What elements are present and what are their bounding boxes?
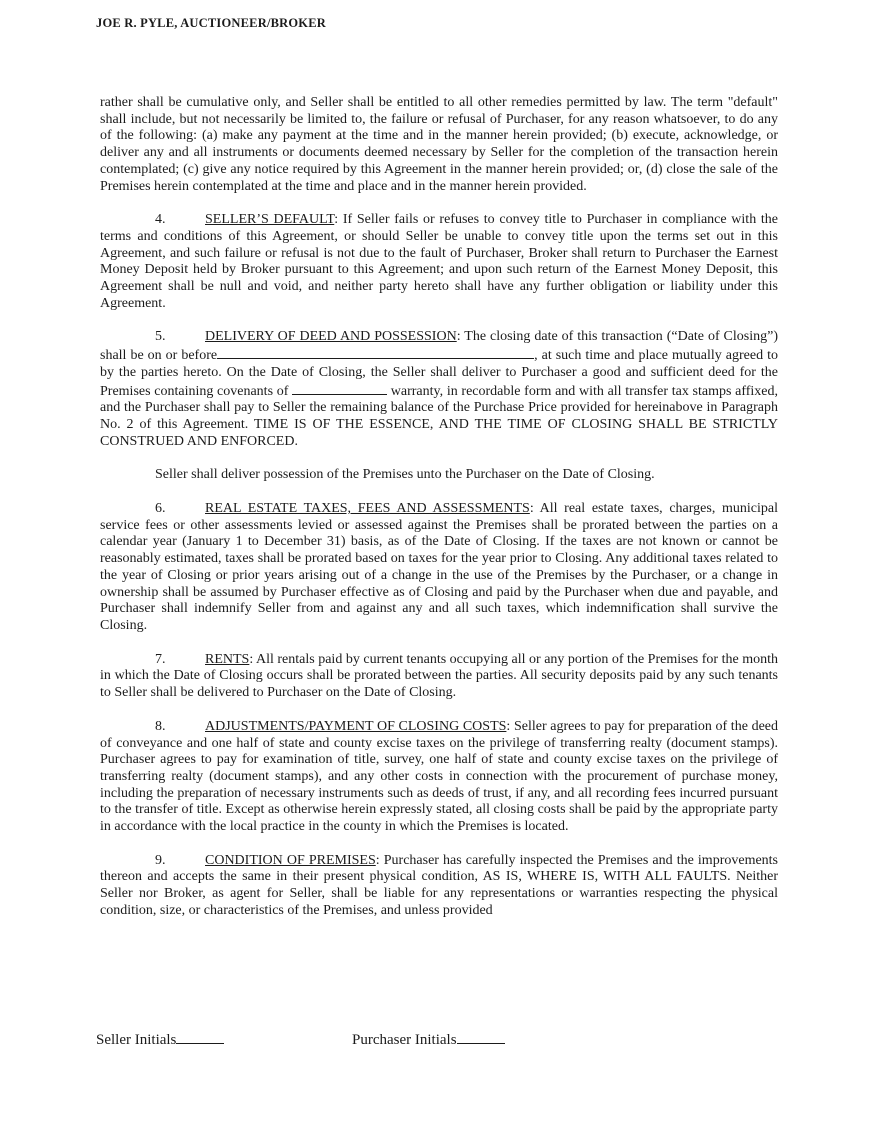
section-heading: SELLER’S DEFAULT [205,212,335,228]
paragraph-text: : All real estate taxes, charges, municipal service fees or other assessments levied or assessed against the Premises shall be prorated between the parties on a calendar year (January 1 to December 31) basis, as of the Date of Closing. If the taxes are not known or cannot be reasonably estimated, taxes shall be prorated based on taxes for the year prior to Closing. Any additional taxes related to the year of Closing or prior years arising out of a change in the use of the Premises by the Purchaser, or a change in ownership shall be assumed by Purchaser effective as of Closing and paid by the Purchaser when due and payable, and Purchaser shall indemnify Seller from and against any and all such taxes, which indemnification shall survive the Closing. [100,501,778,633]
paragraph-text: : The closing date of this transaction (“Date of Closing”) shall be on or before [100,329,778,364]
paragraph-text: : Purchaser has carefully inspected the Premises and the improvements thereon and accepts the same in their present physical condition, AS IS, WHERE IS, WITH ALL FAULTS. Neither Seller nor Broker, as agent for Seller, shall be liable for any representations or warranties respecting the physical condition, size, or characteristics of the Premises, and unless provided [100,852,779,918]
purchaser-initials-label: Purchaser Initials [352,1032,457,1048]
paragraph-number: 6. [155,501,166,517]
paragraph-7-rents [100,652,778,702]
paragraph-text: , at such time and place mutually agreed to by the parties hereto. On the Date of Closing, the Seller shall deliver to Purchaser a good and sufficient deed for the Premises containing covenants of [100,348,778,399]
paragraph-8-adjustments-closing-costs [100,719,778,836]
paragraph-number: 9. [155,852,166,868]
section-heading: CONDITION OF PREMISES [205,852,376,868]
seller-initials-blank [176,1030,224,1044]
paragraph-9-condition-of-premises [100,853,778,920]
section-heading: DELIVERY OF DEED AND POSSESSION [205,329,457,345]
fill-in-blank [217,346,534,359]
paragraph-text: : If Seller fails or refuses to convey title to Purchaser in compliance with the terms and conditions of this Agreement, or should Seller be unable to convey title upon the terms set out in this Agreement, and such failure or refusal is not due to the fault of Purchaser, Broker shall return to Purchaser the Earnest Money Deposit held by Broker pursuant to this Agreement; and upon such return of the Earnest Money Deposit, this Agreement shall be null and void, and neither party hereto shall have any further obligation or liability under this Agreement. [100,212,779,311]
seller-initials-line [96,1030,224,1049]
paragraph-text: : Seller agrees to pay for preparation of the deed of conveyance and one half of state and county excise taxes on the privilege of transferring realty (document stamps). Purchaser agrees to pay for examination of title, survey, one half of state and county excise taxes on the privilege of transferring realty (document stamps), and any other costs in connection with the procurement of purchase money, including the preparation of necessary instruments such as deeds of trust, if any, and all recording fees incurred pursuant to the transfer of title. Except as otherwise herein expressly stated, all closing costs shall be paid by the appropriate party in accordance with the local practice in the county in which the Premises is located. [100,718,778,835]
paragraph-text: warranty, in recordable form and with all transfer tax stamps affixed, and the Purchaser shall pay to Seller the remaining balance of the Purchase Price provided for hereinabove in Paragraph No. 2 of this Agreement. TIME IS OF THE ESSENCE, AND THE TIME OF CLOSING SHALL BE STRICTLY CONSTRUED AND ENFORCED. [100,383,778,449]
paragraph-number: 5. [155,329,166,345]
paragraph-6-real-estate-taxes [100,501,778,635]
document-header-broker-name: JOE R. PYLE, AUCTIONEER/BROKER [96,16,326,30]
purchaser-initials-blank [457,1030,505,1044]
fill-in-blank [292,382,387,395]
document-body [100,95,778,937]
paragraph-4-sellers-default [100,212,778,312]
paragraph-text: rather shall be cumulative only, and Seller shall be entitled to all other remedies permitted by law. The term "default" shall include, but not necessarily be limited to, the failure or refusal of Purchaser, for any reason whatsoever, to do any of the following: (a) make any payment at the time and in the manner herein provided; (b) execute, acknowledge, or deliver any and all instruments or documents deemed necessary by Seller for the completion of the transaction herein contemplated; (c) give any notice required by this Agreement in the manner herein provided; or, (d) close the sale of the Premises herein contemplated at the time and place and in the manner herein provided. [100,95,778,194]
paragraph-number: 4. [155,212,166,228]
paragraph-text: Seller shall deliver possession of the Premises unto the Purchaser on the Date of Closing. [155,467,655,483]
purchaser-initials-line [352,1030,505,1049]
paragraph-text: : All rentals paid by current tenants occupying all or any portion of the Premises for the month in which the Date of Closing occurs shall be prorated between the parties. All security deposits paid by any such tenants to Seller shall be delivered to Purchaser on the Date of Closing. [100,651,778,701]
section-heading: ADJUSTMENTS/PAYMENT OF CLOSING COSTS [205,718,507,734]
section-heading: RENTS [205,651,250,667]
section-heading: REAL ESTATE TAXES, FEES AND ASSESSMENTS [205,501,530,517]
seller-initials-label: Seller Initials [96,1032,177,1048]
paragraph-number: 7. [155,651,166,667]
paragraph-possession [100,467,778,484]
paragraph-5-delivery-of-deed [100,329,778,450]
paragraph-number: 8. [155,718,166,734]
paragraph-default-continuation [100,95,778,195]
